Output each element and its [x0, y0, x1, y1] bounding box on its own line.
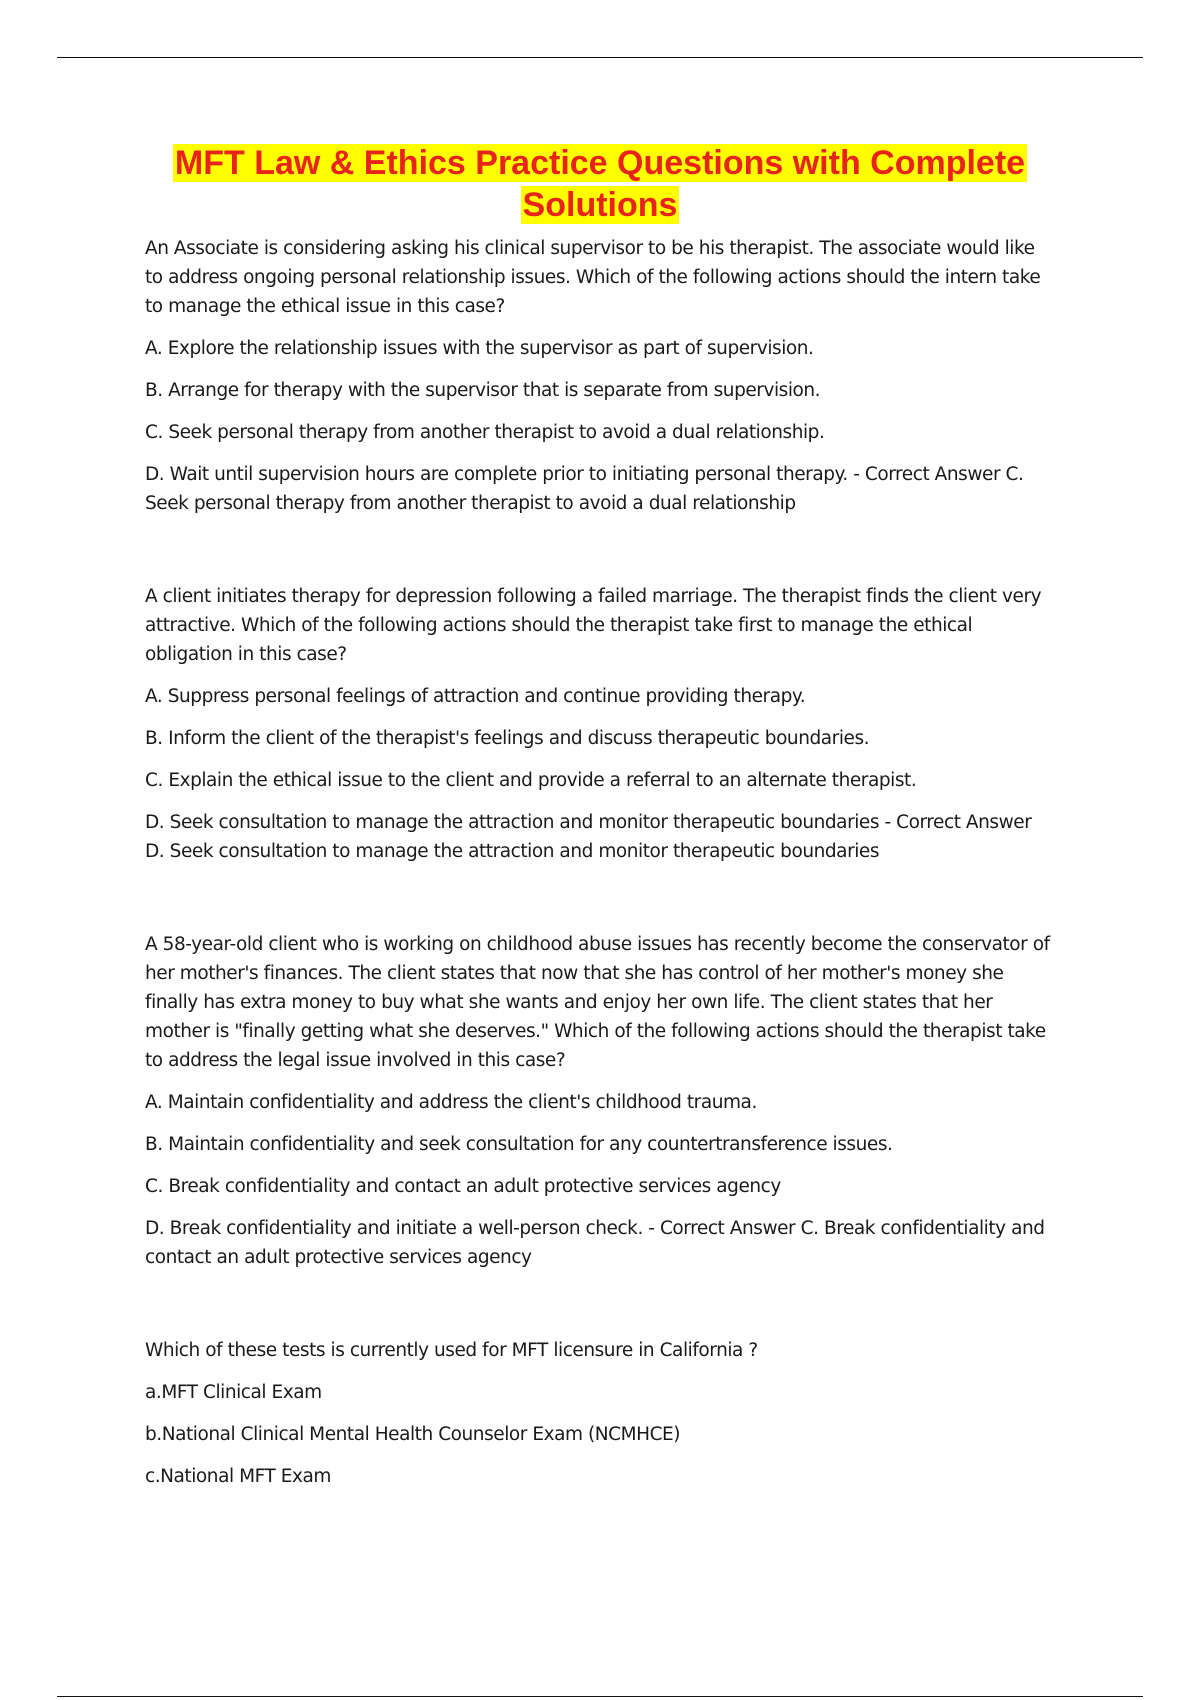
- answer-option: B. Arrange for therapy with the supervisor that is separate from supervision.: [145, 380, 821, 401]
- question-block: [145, 234, 1055, 518]
- answer-option-with-solution: D. Seek consultation to manage the attraction and monitor therapeutic boundaries - Correct Answer D. Seek consultation to manage the attraction and monitor therapeutic boundaries: [145, 812, 1032, 862]
- answer-option-with-solution: D. Break confidentiality and initiate a well-person check. - Correct Answer C. Break confidentiality and contact an adult protective services agency: [145, 1218, 1045, 1268]
- document-body: [145, 142, 1055, 1491]
- answer-option: A. Maintain confidentiality and address the client's childhood trauma.: [145, 1092, 757, 1113]
- question-block: [145, 1336, 1055, 1491]
- answer-option: c.National MFT Exam: [145, 1466, 331, 1487]
- question-text: A 58-year-old client who is working on childhood abuse issues has recently become the conservator of her mother's finances. The client states that now that she has control of her mother's money she finally has extra money to buy what she wants and enjoy her own life. The client states that her mother is "finally getting what she deserves." Which of the following actions should the therapist take to address the legal issue involved in this case?: [145, 934, 1050, 1071]
- answer-option: b.National Clinical Mental Health Counselor Exam (NCMHCE): [145, 1424, 681, 1445]
- answer-option: C. Break confidentiality and contact an adult protective services agency: [145, 1176, 781, 1197]
- answer-option: a.MFT Clinical Exam: [145, 1382, 322, 1403]
- answer-option: B. Maintain confidentiality and seek consultation for any countertransference issues.: [145, 1134, 893, 1155]
- question-block: [145, 582, 1055, 866]
- question-text: Which of these tests is currently used for MFT licensure in California ?: [145, 1340, 758, 1361]
- question-text: An Associate is considering asking his clinical supervisor to be his therapist. The associate would like to address ongoing personal relationship issues. Which of the following actions should the intern take to manage the ethical issue in this case?: [145, 238, 1041, 317]
- footer-rule: [57, 1696, 1143, 1697]
- answer-option: B. Inform the client of the therapist's feelings and discuss therapeutic boundaries.: [145, 728, 870, 749]
- document-title: [145, 142, 1055, 226]
- header-rule: [57, 57, 1143, 58]
- question-text: A client initiates therapy for depression following a failed marriage. The therapist finds the client very attractive. Which of the following actions should the therapist take first to manage the ethical obligation in this case?: [145, 586, 1042, 665]
- answer-option: C. Explain the ethical issue to the client and provide a referral to an alternate therapist.: [145, 770, 917, 791]
- title-highlight: MFT Law & Ethics Practice Questions with Complete Solutions: [174, 144, 1026, 224]
- answer-option: C. Seek personal therapy from another therapist to avoid a dual relationship.: [145, 422, 825, 443]
- answer-option-with-solution: D. Wait until supervision hours are complete prior to initiating personal therapy. - Correct Answer C. Seek personal therapy from another therapist to avoid a dual relationship: [145, 464, 1024, 514]
- answer-option: A. Explore the relationship issues with the supervisor as part of supervision.: [145, 338, 814, 359]
- answer-option: A. Suppress personal feelings of attraction and continue providing therapy.: [145, 686, 806, 707]
- question-block: [145, 930, 1055, 1272]
